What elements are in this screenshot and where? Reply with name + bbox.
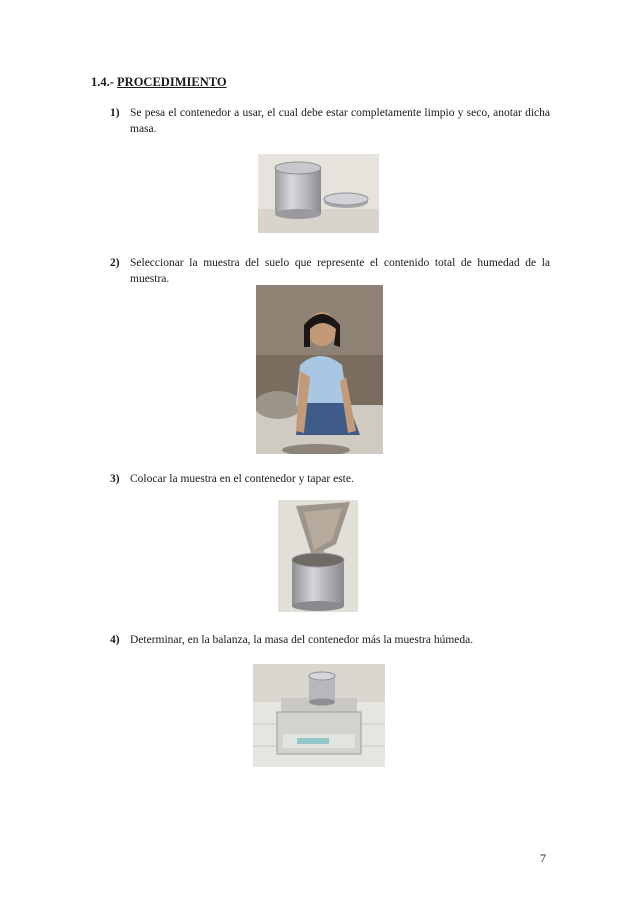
step-text: Se pesa el contenedor a usar, el cual debe estar completamente limpio y seco, anotar dicha masa. (130, 107, 550, 135)
step-number: 2) (110, 257, 120, 269)
step-number: 1) (110, 107, 120, 119)
step-4 (110, 632, 550, 648)
photo-balance-weighing (253, 664, 385, 767)
step-number: 3) (110, 473, 120, 485)
photo-person-selecting-soil (256, 285, 383, 454)
step-1 (110, 105, 550, 137)
step-number: 4) (110, 634, 120, 646)
photo-container-and-lid (258, 154, 379, 233)
step-3 (110, 471, 550, 487)
step-text: Determinar, en la balanza, la masa del contenedor más la muestra húmeda. (130, 634, 474, 646)
section-title: PROCEDIMIENTO (117, 75, 227, 89)
photo-pouring-sample (278, 500, 358, 612)
step-text: Seleccionar la muestra del suelo que represente el contenido total de humedad de la muestra. (130, 257, 550, 285)
step-text: Colocar la muestra en el contenedor y tapar este. (130, 473, 354, 485)
section-heading (91, 75, 227, 90)
page-number: 7 (540, 851, 546, 865)
step-2 (110, 255, 550, 287)
section-number: 1.4.- (91, 75, 114, 89)
